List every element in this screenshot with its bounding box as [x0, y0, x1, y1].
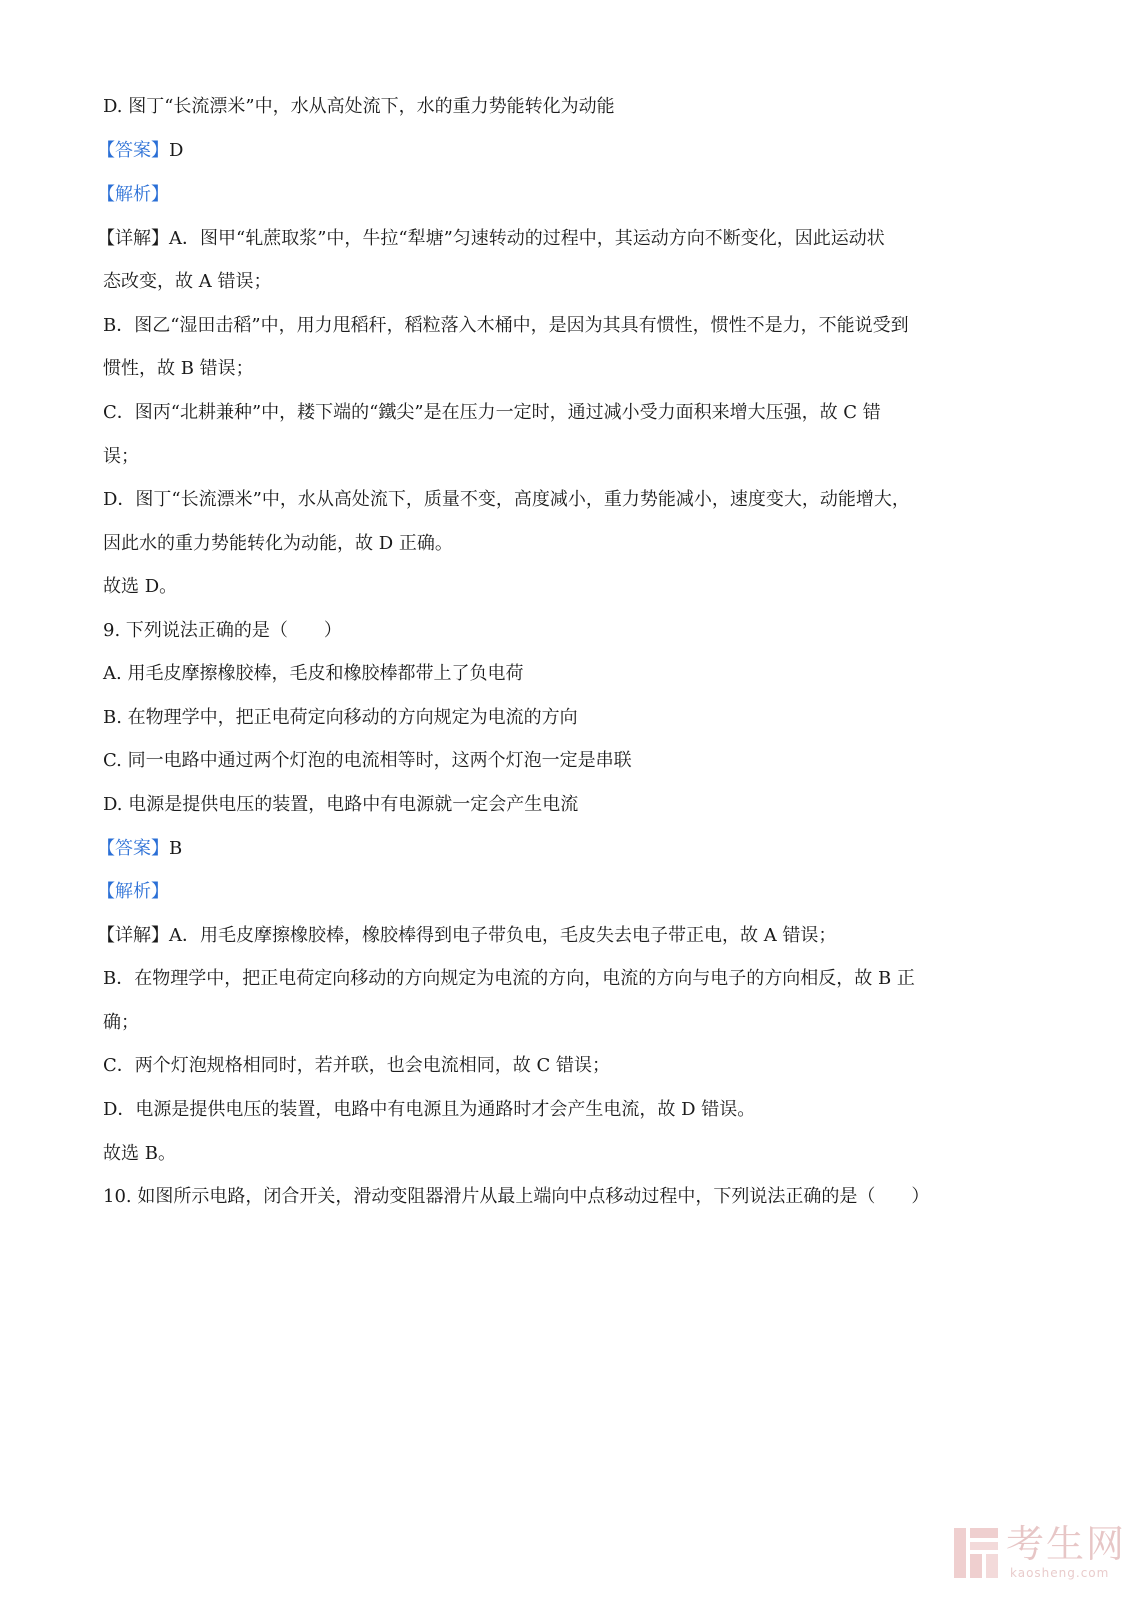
answer-value: B	[169, 838, 183, 859]
answer-value: D	[169, 140, 184, 161]
watermark	[952, 1522, 1127, 1588]
q9-detail-a: 【详解】A．用毛皮摩擦橡胶棒，橡胶棒得到电子带负电，毛皮失去电子带正电，故 A 错误；	[97, 925, 837, 946]
q8-analysis-heading	[97, 183, 169, 207]
q9-stem: 9. 下列说法正确的是（ ）	[103, 620, 342, 641]
answer-tag: 【答案】	[97, 838, 169, 859]
q8-detail-a-line2: 态改变，故 A 错误；	[103, 271, 272, 292]
q9-analysis-heading	[97, 880, 169, 904]
q9-option-a: A. 用毛皮摩擦橡胶棒，毛皮和橡胶棒都带上了负电荷	[103, 663, 524, 684]
watermark-title: 考生网	[1006, 1522, 1127, 1566]
q8-detail-d-line2: 因此水的重力势能转化为动能，故 D 正确。	[103, 533, 453, 554]
q8-detail-b-line1: B．图乙“湿田击稻”中，用力甩稻秆，稻粒落入木桶中，是因为其具有惯性，惯性不是力，不能说受到	[103, 315, 909, 336]
answer-tag: 【答案】	[97, 140, 169, 161]
q9-conclusion: 故选 B。	[103, 1143, 176, 1164]
q8-detail-c-line2: 误；	[103, 446, 139, 467]
q9-option-d: D. 电源是提供电压的装置，电路中有电源就一定会产生电流	[103, 794, 579, 815]
kaosheng-logo-icon	[952, 1526, 1000, 1580]
analysis-tag: 【解析】	[97, 881, 169, 902]
q10-stem: 10. 如图所示电路，闭合开关，滑动变阻器滑片从最上端向中点移动过程中，下列说法正确的是（ ）	[103, 1186, 930, 1207]
q9-option-c: C. 同一电路中通过两个灯泡的电流相等时，这两个灯泡一定是串联	[103, 750, 632, 771]
q8-detail-c-line1: C．图丙“北耕兼种”中，耧下端的“鐵尖”是在压力一定时，通过减小受力面积来增大压强，故 C 错	[103, 402, 881, 423]
q9-detail-c: C．两个灯泡规格相同时，若并联，也会电流相同，故 C 错误；	[103, 1055, 610, 1076]
analysis-tag: 【解析】	[97, 184, 169, 205]
q8-detail-a-line1: 【详解】A．图甲“轧蔗取浆”中，牛拉“犁塘”匀速转动的过程中，其运动方向不断变化，因此运动状	[97, 228, 885, 249]
q8-option-d: D. 图丁“长流漂米”中，水从高处流下，水的重力势能转化为动能	[103, 96, 615, 117]
q9-answer	[97, 837, 183, 861]
q8-answer	[97, 139, 184, 163]
q9-detail-b-line1: B．在物理学中，把正电荷定向移动的方向规定为电流的方向，电流的方向与电子的方向相反，故 B 正	[103, 968, 915, 989]
q9-detail-d: D．电源是提供电压的装置，电路中有电源且为通路时才会产生电流，故 D 错误。	[103, 1099, 756, 1120]
q8-detail-d-line1: D．图丁“长流漂米”中，水从高处流下，质量不变，高度减小，重力势能减小，速度变大，动能增大，	[103, 489, 910, 510]
q9-option-b: B. 在物理学中，把正电荷定向移动的方向规定为电流的方向	[103, 707, 578, 728]
q8-detail-b-line2: 惯性，故 B 错误；	[103, 358, 254, 379]
watermark-url: kaosheng.com	[1010, 1566, 1110, 1580]
q8-conclusion: 故选 D。	[103, 576, 178, 597]
q9-detail-b-line2: 确；	[103, 1012, 139, 1033]
